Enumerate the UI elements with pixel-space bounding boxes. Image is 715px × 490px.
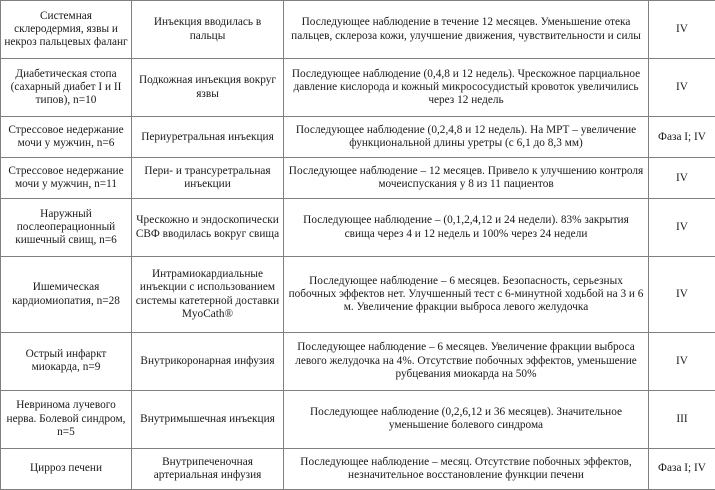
cell-outcome: Последующее наблюдение – 6 месяцев. Увеличение фракции выброса левого желудочка на 4%. Отсутствие побочных эффектов, уменьшение рубцевания миокарда на 50% xyxy=(284,332,649,390)
cell-outcome: Последующее наблюдение (0,2,4,8 и 12 недель). На МРТ – увеличение функциональной длины уретры (с 6,1 до 8,3 мм) xyxy=(284,117,649,158)
cell-delivery: Пери- и трансуретральная инъекции xyxy=(132,158,284,199)
table-row xyxy=(1,257,715,332)
table-row xyxy=(1,449,715,490)
table-row xyxy=(1,59,715,117)
cell-phase: Фаза I; IV xyxy=(649,117,715,158)
cell-delivery: Чрескожно и эндоскопически СВФ вводилась вокруг свища xyxy=(132,199,284,257)
cell-phase: IV xyxy=(649,199,715,257)
cell-phase: IV xyxy=(649,158,715,199)
cell-phase: IV xyxy=(649,332,715,390)
cell-delivery: Внутрикоронарная инфузия xyxy=(132,332,284,390)
cell-outcome: Последующее наблюдение (0,2,6,12 и 36 месяцев). Значительное уменьшение болевого синдрома xyxy=(284,390,649,448)
cell-condition: Наружный послеоперационный кишечный свищ, n=6 xyxy=(1,199,132,257)
cell-condition: Системная склеродермия, язвы и некроз пальцевых фаланг xyxy=(1,1,132,59)
cell-phase: III xyxy=(649,390,715,448)
cell-condition: Ишемическая кардиомиопатия, n=28 xyxy=(1,257,132,332)
cell-delivery: Периуретральная инъекция xyxy=(132,117,284,158)
cell-condition: Стрессовое недержание мочи у мужчин, n=6 xyxy=(1,117,132,158)
cell-phase: IV xyxy=(649,1,715,59)
cell-outcome: Последующее наблюдение в течение 12 месяцев. Уменьшение отека пальцев, склероза кожи, улучшение движения, чувствительности и силы xyxy=(284,1,649,59)
table-row xyxy=(1,1,715,59)
cell-outcome: Последующее наблюдение – 6 месяцев. Безопасность, серьезных побочных эффектов нет. Улучшенный тест с 6-минутной ходьбой на 3 и 6 м. Увеличение фракции выброса левого желудочка xyxy=(284,257,649,332)
cell-delivery: Подкожная инъекция вокруг язвы xyxy=(132,59,284,117)
cell-outcome: Последующее наблюдение (0,4,8 и 12 недель). Чрескожное парциальное давление кислорода и кожный микрососудистый кровоток увеличились через 12 недель xyxy=(284,59,649,117)
cell-phase: Фаза I; IV xyxy=(649,449,715,490)
cell-outcome: Последующее наблюдение – 12 месяцев. Привело к улучшению контроля мочеиспускания у 8 из 11 пациентов xyxy=(284,158,649,199)
cell-delivery: Интрамиокардиальные инъекции с использованием системы катетерной доставки MyoCath® xyxy=(132,257,284,332)
cell-condition: Диабетическая стопа (сахарный диабет I и II типов), n=10 xyxy=(1,59,132,117)
cell-delivery: Инъекция вводилась в пальцы xyxy=(132,1,284,59)
cell-condition: Стрессовое недержание мочи у мужчин, n=11 xyxy=(1,158,132,199)
cell-outcome: Последующее наблюдение – (0,1,2,4,12 и 24 недели). 83% закрытия свища через 4 и 12 недель и 100% через 24 недели xyxy=(284,199,649,257)
cell-condition: Цирроз печени xyxy=(1,449,132,490)
cell-condition: Невринома лучевого нерва. Болевой синдром, n=5 xyxy=(1,390,132,448)
cell-delivery: Внутрипеченочная артериальная инфузия xyxy=(132,449,284,490)
table-body xyxy=(1,1,715,490)
table-row xyxy=(1,390,715,448)
cell-phase: IV xyxy=(649,257,715,332)
cell-phase: IV xyxy=(649,59,715,117)
cell-condition: Острый инфаркт миокарда, n=9 xyxy=(1,332,132,390)
table-row xyxy=(1,117,715,158)
table-row xyxy=(1,199,715,257)
cell-outcome: Последующее наблюдение – месяц. Отсутствие побочных эффектов, незначительное восстановление функции печени xyxy=(284,449,649,490)
table-row xyxy=(1,158,715,199)
table-row xyxy=(1,332,715,390)
cell-delivery: Внутримышечная инъекция xyxy=(132,390,284,448)
